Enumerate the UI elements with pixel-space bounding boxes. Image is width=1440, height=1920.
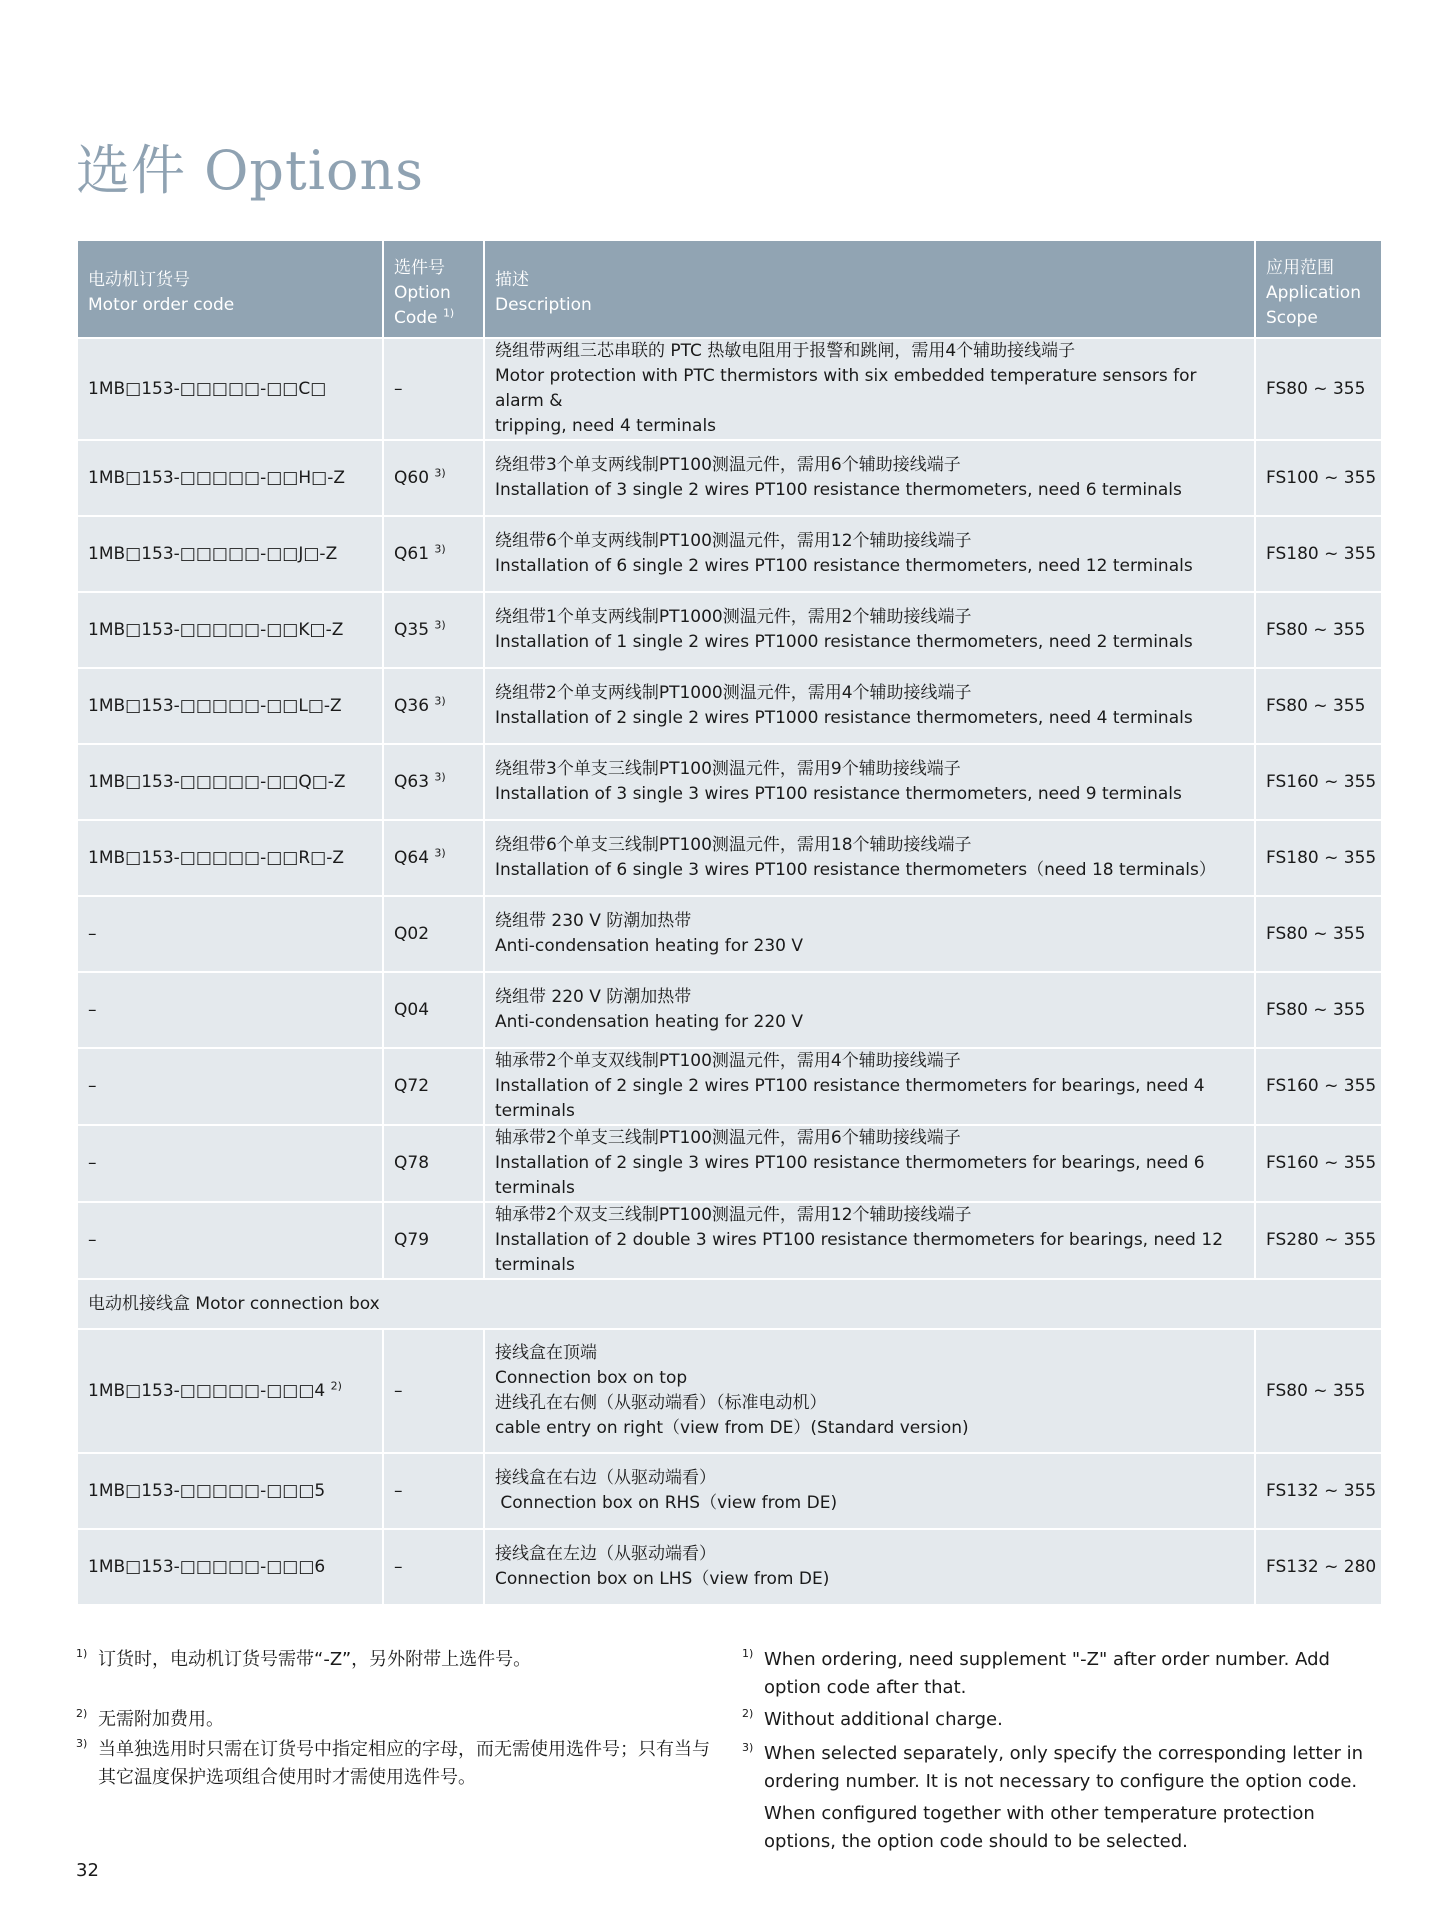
table-row: 1MB□153-□□□□□-□□L□-Z Q36 $^{3)}$ 绕组带2个单支两线制PT1000测温元件，需用4个辅助接线端子 Installation of 2 single 2 wires PT1000 resistance thermometers, need 4 terminals FS80 ~ 355 — [77, 668, 1382, 744]
section-row-connection-box — [77, 1279, 1382, 1329]
table-row: – Q04 绕组带 220 V 防潮加热带 Anti-condensation heating for 220 V FS80 ~ 355 — [77, 972, 1382, 1048]
footnote-en-1: 1) When ordering, need supplement "-Z" after order number. Add option code after that. — [742, 1647, 1330, 1698]
table-row: 1MB□153-□□□□□-□□□5 – 接线盒在右边（从驱动端看） Connection box on RHS（view from DE) FS132 ~ 355 — [77, 1453, 1382, 1529]
header-option-code: 选件号 Option Code $^{1)}$ — [383, 240, 484, 338]
table-row: 1MB□153-□□□□□-□□C□ – 绕组带两组三芯串联的 PTC 热敏电阻用于报警和跳闸，需用4个辅助接线端子 Motor protection with PTC thermistors with six embedded temperature sensors for alarm & tripping, need 4 terminals FS80 ~ 355 — [77, 338, 1382, 440]
table-row: – Q79 轴承带2个双支三线制PT100测温元件，需用12个辅助接线端子 Installation of 2 double 3 wires PT100 resistance thermometers for bearings, need 12 terminals FS280 ~ 355 — [77, 1202, 1382, 1279]
table-row: – Q78 轴承带2个单支三线制PT100测温元件，需用6个辅助接线端子 Installation of 2 single 3 wires PT100 resistance thermometers for bearings, need 6 terminals FS160 ~ 355 — [77, 1125, 1382, 1202]
table-row: 1MB□153-□□□□□-□□K□-Z Q35 $^{3)}$ 绕组带1个单支两线制PT1000测温元件，需用2个辅助接线端子 Installation of 1 single 2 wires PT1000 resistance thermometers, need 2 terminals FS80 ~ 355 — [77, 592, 1382, 668]
table-row: 1MB□153-□□□□□-□□□6 – 接线盒在左边（从驱动端看） Connection box on LHS（view from DE) FS132 ~ 280 — [77, 1529, 1382, 1605]
footnote-cn-2: 2) 无需附加费用。 — [76, 1707, 224, 1730]
header-description: 描述 Description — [484, 240, 1255, 338]
table-row: 1MB□153-□□□□□-□□J□-Z Q61 $^{3)}$ 绕组带6个单支两线制PT100测温元件，需用12个辅助接线端子 Installation of 6 single 2 wires PT100 resistance thermometers, need 12 terminals FS180 ~ 355 — [77, 516, 1382, 592]
table-row: 1MB□153-□□□□□-□□R□-Z Q64 $^{3)}$ 绕组带6个单支三线制PT100测温元件，需用18个辅助接线端子 Installation of 6 single 3 wires PT100 resistance thermometers（need 18 terminals） FS180 ~ 355 — [77, 820, 1382, 896]
table-row: 1MB□153-□□□□□-□□H□-Z Q60 $^{3)}$ 绕组带3个单支两线制PT100测温元件，需用6个辅助接线端子 Installation of 3 single 2 wires PT100 resistance thermometers, need 6 terminals FS100 ~ 355 — [77, 440, 1382, 516]
table-row: 1MB□153-□□□□□-□□Q□-Z Q63 $^{3)}$ 绕组带3个单支三线制PT100测温元件，需用9个辅助接线端子 Installation of 3 single 3 wires PT100 resistance thermometers, need 9 terminals FS160 ~ 355 — [77, 744, 1382, 820]
section-title: 电动机接线盒 Motor connection box — [77, 1279, 1382, 1329]
footnote-en-3-continued: When configured together with other temperature protection options, the option code should to be selected. — [764, 1803, 1315, 1852]
header-application-scope: 应用范围 Application Scope — [1255, 240, 1382, 338]
footnote-cn-3: 3) 当单独选用时只需在订货号中指定相应的字母，而无需使用选件号；只有当与其它温度保护选项组合使用时才需使用选件号。 — [76, 1737, 710, 1788]
page-number: 32 — [76, 1860, 99, 1881]
footnote-en-3: 3) When selected separately, only specify the corresponding letter in ordering number. It is not necessary to configure the option code. — [742, 1741, 1363, 1792]
table-header-row — [77, 240, 1382, 338]
options-table — [76, 239, 1383, 1606]
table-row: 1MB□153-□□□□□-□□□4 $^{2)}$ – 接线盒在顶端 Connection box on top 进线孔在右侧（从驱动端看）（标准电动机） cable entry on right（view from DE）(Standard version) FS80 ~ 355 — [77, 1329, 1382, 1453]
footnote-en-2: 2) Without additional charge. — [742, 1707, 1003, 1730]
header-motor-order-code: 电动机订货号 Motor order code — [77, 240, 383, 338]
page-title: 选件 Options — [76, 139, 424, 202]
table-row: – Q72 轴承带2个单支双线制PT100测温元件，需用4个辅助接线端子 Installation of 2 single 2 wires PT100 resistance thermometers for bearings, need 4 terminals FS160 ~ 355 — [77, 1048, 1382, 1125]
table-row: – Q02 绕组带 230 V 防潮加热带 Anti-condensation heating for 230 V FS80 ~ 355 — [77, 896, 1382, 972]
footnote-cn-1: 1) 订货时，电动机订货号需带“-Z”，另外附带上选件号。 — [76, 1647, 532, 1670]
